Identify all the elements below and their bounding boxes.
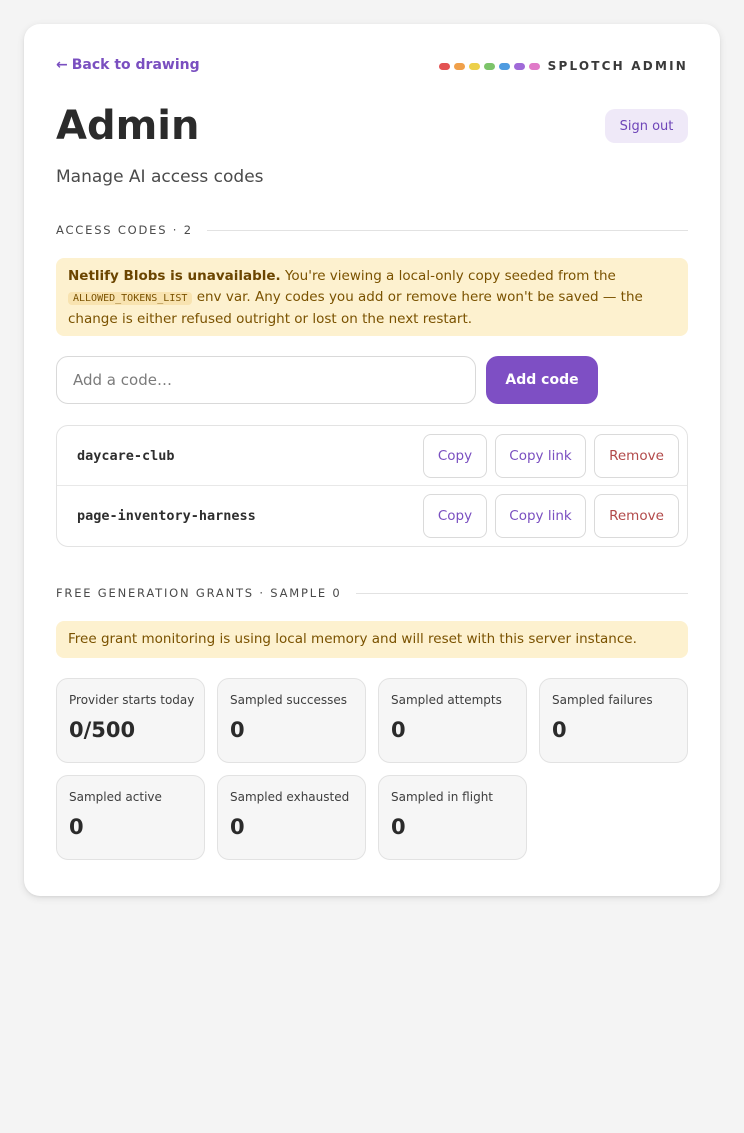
access-codes-heading-label: ACCESS CODES · 2	[56, 223, 193, 237]
stat-label: Sampled failures	[552, 693, 653, 707]
stat-card	[378, 678, 527, 763]
page-title: Admin	[56, 103, 200, 149]
stat-card	[217, 775, 366, 860]
back-link-label: Back to drawing	[71, 57, 200, 73]
stat-value: 0	[230, 815, 245, 839]
stat-label: Provider starts today	[69, 693, 195, 707]
arrow-left-icon: ←	[56, 57, 68, 73]
brand-dot	[454, 63, 465, 70]
copy-link-button[interactable]: Copy link	[495, 434, 586, 478]
brand-dots-logo	[439, 63, 540, 70]
grants-heading	[56, 586, 688, 600]
grant-monitoring-notice	[56, 621, 688, 658]
brand-dot	[529, 63, 540, 70]
warning-text-1: You're viewing a local-only copy seeded from the	[284, 268, 616, 284]
access-codes-heading	[56, 223, 688, 237]
warning-title: Netlify Blobs is unavailable.	[68, 268, 281, 284]
stat-value: 0	[552, 718, 567, 742]
add-code-button[interactable]: Add code	[486, 356, 598, 404]
copy-link-button[interactable]: Copy link	[495, 494, 586, 538]
stat-card	[378, 775, 527, 860]
brand-dot	[469, 63, 480, 70]
remove-button[interactable]: Remove	[594, 494, 679, 538]
stat-card	[539, 678, 688, 763]
brand-dot	[439, 63, 450, 70]
stat-value: 0	[230, 718, 245, 742]
code-name: page-inventory-harness	[77, 508, 256, 524]
code-name: daycare-club	[77, 447, 175, 464]
copy-button[interactable]: Copy	[423, 494, 487, 538]
stat-card	[56, 775, 205, 860]
stat-value: 0/500	[69, 718, 136, 742]
stat-card	[56, 678, 205, 763]
stat-value: 0	[69, 815, 84, 839]
sign-out-button[interactable]: Sign out	[605, 109, 688, 143]
code-row	[57, 426, 687, 486]
stat-label: Sampled in flight	[391, 790, 493, 804]
remove-button[interactable]: Remove	[594, 434, 679, 478]
stat-label: Sampled exhausted	[230, 790, 350, 804]
stat-label: Sampled attempts	[391, 693, 502, 707]
admin-card	[24, 24, 720, 896]
back-to-drawing-link[interactable]	[56, 57, 200, 73]
stat-card	[217, 678, 366, 763]
divider	[207, 230, 688, 231]
brand-dot	[484, 63, 495, 70]
copy-button[interactable]: Copy	[423, 434, 487, 478]
stat-value: 0	[391, 815, 406, 839]
brand	[439, 59, 688, 73]
access-codes-list	[56, 425, 688, 547]
stat-label: Sampled successes	[230, 693, 347, 707]
grant-notice-text: Free grant monitoring is using local memory and will reset with this server instance.	[68, 631, 637, 647]
stat-label: Sampled active	[69, 790, 162, 804]
blobs-unavailable-warning	[56, 258, 688, 336]
grants-heading-label: FREE GENERATION GRANTS · SAMPLE 0	[56, 586, 342, 600]
brand-dot	[514, 63, 525, 70]
brand-name: SPLOTCH ADMIN	[547, 59, 688, 73]
brand-dot	[499, 63, 510, 70]
warning-text-2: env var. Any codes you add or remove here won't be saved — the change is either refused outright or lost on the next restart.	[68, 289, 643, 327]
stat-value: 0	[391, 718, 406, 742]
page-subtitle: Manage AI access codes	[56, 167, 264, 187]
add-code-input[interactable]	[56, 356, 476, 404]
code-row	[57, 486, 687, 546]
env-var-code: ALLOWED_TOKENS_LIST	[68, 292, 192, 305]
divider	[356, 593, 688, 594]
